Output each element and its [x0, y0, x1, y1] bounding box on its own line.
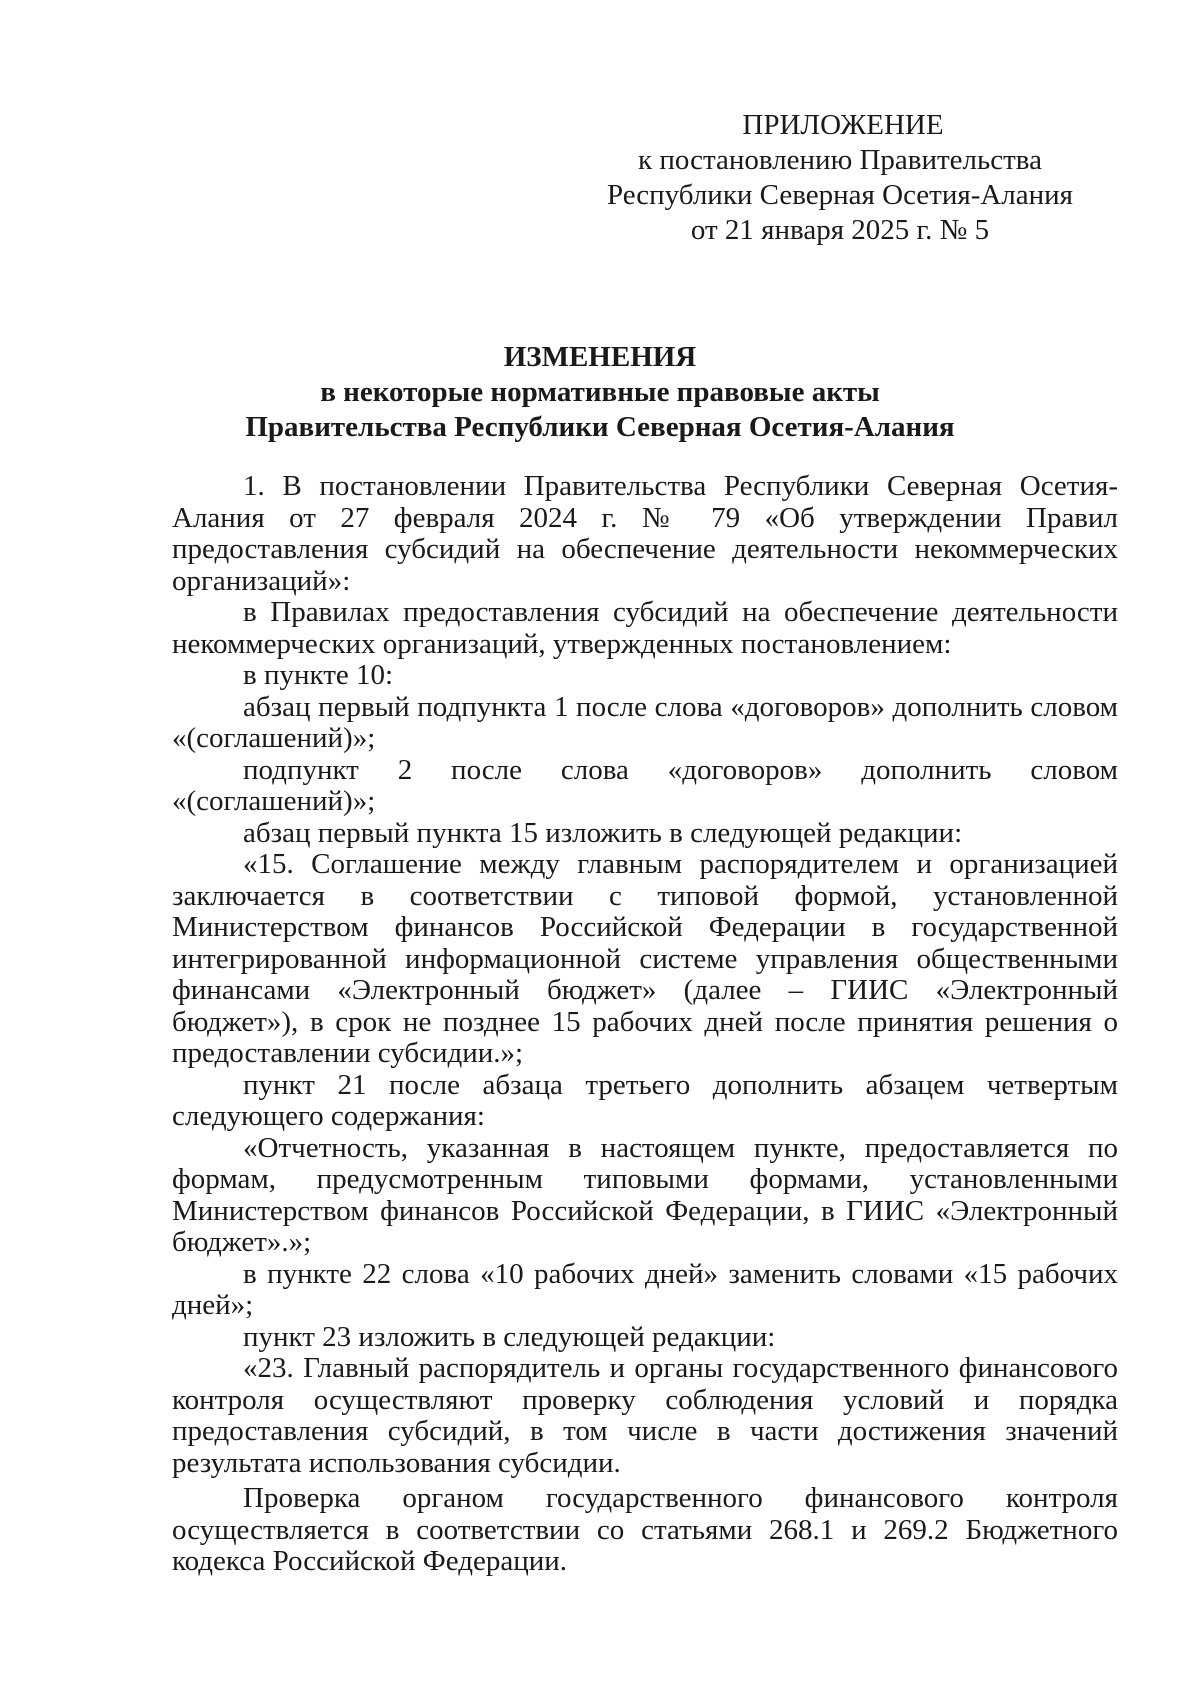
- paragraph-2: в Правилах предоставления субсидий на обеспечение деятельности некоммерческих организаций, утвержденных постановлением:: [172, 596, 1118, 660]
- appendix-label: ПРИЛОЖЕНИЕ: [742, 109, 944, 141]
- paragraph-13: Проверка органом государственного финансового контроля осуществляется в соответствии со статьями 268.1 и 269.2 Бюджетного кодекса Российской Федерации.: [172, 1482, 1118, 1577]
- appendix-header: [600, 108, 1080, 248]
- document-body: [172, 471, 1118, 1578]
- appendix-date-line: от 21 января 2025 г. № 5: [690, 214, 990, 246]
- paragraph-6: абзац первый пункта 15 изложить в следующей редакции:: [243, 816, 963, 849]
- paragraph-7: «15. Соглашение между главным распорядителем и организацией заключается в соответствии с типовой формой, установленной Министерством финансов Российской Федерации в государственной интегрированной информационной системе управления общественными финансами «Электронный бюджет» (далее – ГИИС «Электронный бюджет»), в срок не позднее 15 рабочих дней после принятия решения о предоставлении субсидии.»;: [172, 848, 1118, 1069]
- appendix-resolution-line: к постановлению Правительства: [638, 144, 1042, 176]
- paragraph-11: пункт 23 изложить в следующей редакции:: [243, 1320, 776, 1353]
- title-subtitle-2: Правительства Республики Северная Осетия-Алания: [245, 411, 955, 443]
- paragraph-10: в пункте 22 слова «10 рабочих дней» заменить словами «15 рабочих дней»;: [172, 1257, 1118, 1321]
- paragraph-9: «Отчетность, указанная в настоящем пункте, предоставляется по формам, предусмотренным типовыми формами, установленными Министерством финансов Российской Федерации, в ГИИС «Электронный бюджет».»;: [172, 1131, 1118, 1258]
- document-title: [0, 340, 1200, 445]
- title-subtitle-1: в некоторые нормативные правовые акты: [320, 376, 880, 408]
- paragraph-5: подпункт 2 после слова «договоров» дополнить словом «(соглашений)»;: [172, 753, 1118, 817]
- title-main: ИЗМЕНЕНИЯ: [503, 341, 697, 373]
- paragraph-8: пункт 21 после абзаца третьего дополнить абзацем четвертым следующего содержания:: [172, 1068, 1118, 1132]
- paragraph-12: «23. Главный распорядитель и органы государственного финансового контроля осуществляют проверку соблюдения условий и порядка предоставления субсидий, в том числе в части достижения значений результата использования субсидии.: [172, 1352, 1118, 1479]
- paragraph-1: 1. В постановлении Правительства Республики Северная Осетия-Алания от 27 февраля 2024 г. № 79 «Об утверждении Правил предоставления субсидий на обеспечение деятельности некоммерческих организаций»:: [172, 470, 1118, 597]
- paragraph-3: в пункте 10:: [243, 659, 394, 691]
- appendix-republic-line: Республики Северная Осетия-Алания: [606, 179, 1074, 211]
- paragraph-4: абзац первый подпункта 1 после слова «договоров» дополнить словом «(соглашений)»;: [172, 690, 1118, 754]
